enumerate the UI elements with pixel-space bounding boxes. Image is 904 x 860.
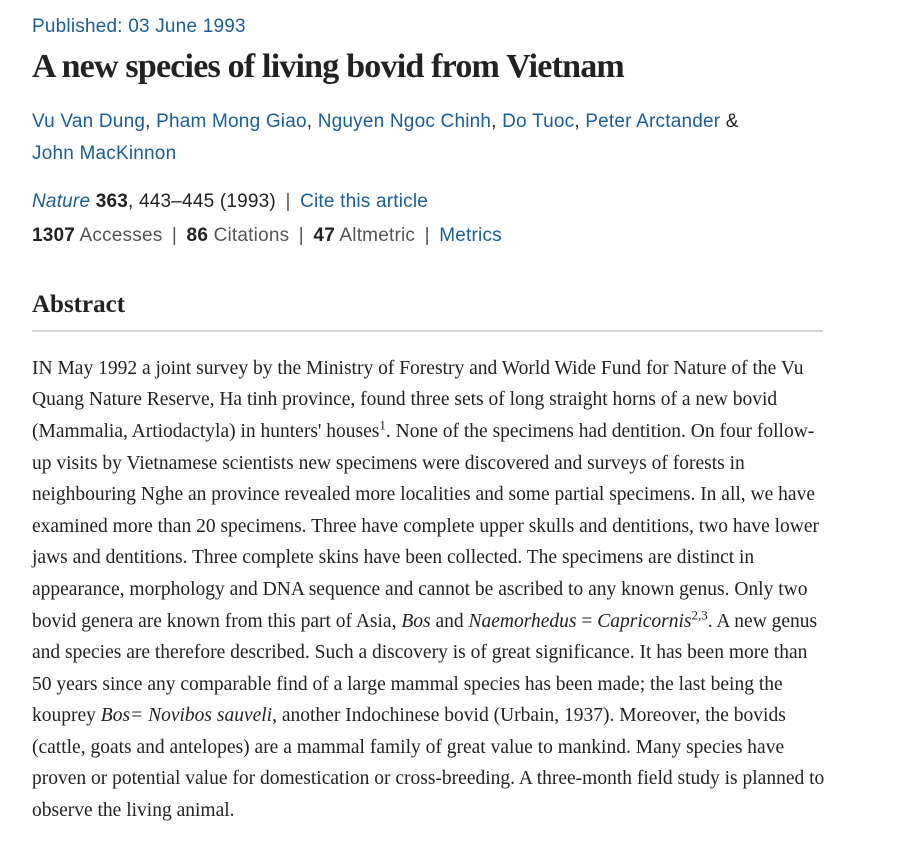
author-link[interactable]: Do Tuoc [502, 111, 575, 132]
altmetric-label: Altmetric [339, 225, 416, 246]
citations-count: 86 [186, 225, 209, 246]
author-link[interactable]: Nguyen Ngoc Chinh [317, 111, 492, 132]
divider: | [171, 225, 178, 246]
divider: | [285, 191, 291, 212]
metrics-link[interactable]: Metrics [439, 225, 502, 246]
divider: | [298, 225, 304, 246]
author-list: Vu Van Dung, Pham Mong Giao, Nguyen Ngoc Chinh, Do Tuoc, Peter Arctander & John MacKinnon [32, 111, 739, 164]
reference-superscript[interactable]: 2,3 [691, 607, 708, 622]
citation-line [32, 185, 872, 219]
altmetric-count: 47 [313, 225, 335, 246]
author-link[interactable]: John MacKinnon [32, 143, 177, 164]
metrics-line [32, 219, 872, 253]
author-link[interactable]: Vu Van Dung [32, 111, 146, 132]
accesses-count: 1307 [32, 225, 76, 246]
abstract-heading: Abstract [32, 290, 823, 332]
article-title: A new species of living bovid from Vietnam [32, 48, 624, 85]
reference-superscript[interactable]: 1 [379, 417, 386, 433]
published-date: Published: 03 June 1993 [32, 16, 246, 37]
citations-label: Citations [213, 225, 290, 246]
author-link[interactable]: Pham Mong Giao [156, 111, 307, 132]
author-ampersand: & [725, 111, 739, 132]
author-link[interactable]: Peter Arctander [585, 111, 721, 132]
volume: 363 [95, 191, 129, 212]
cite-article-link[interactable]: Cite this article [300, 191, 429, 212]
accesses-label: Accesses [79, 225, 163, 246]
divider: | [424, 225, 430, 246]
abstract-text: IN May 1992 a joint survey by the Ministry of Forestry and World Wide Fund for Nature of the Vu Quang Nature Reserve, Ha tinh province, found three sets of long straight horns of a new bovid (Mammalia, Artiodactyla) in hunters' houses$^1$. None of the specimens had dentition. On four follow-up visits by Vietnamese scientists new specimens were discovered and surveys of forests in neighbouring Nghe an province revealed more localities and some partial specimens. In all, we have examined more than 20 specimens. Three have complete upper skulls and dentitions, two have lower jaws and dentitions. Three complete skins have been collected. The specimens are distinct in appearance, morphology and DNA sequence and cannot be ascribed to any known genus. Only two bovid genera are known from this part of Asia, Bos and Naemorhedus = Capricornis$^{2,3}$. A new genus and species are therefore described. Such a discovery is of great significance. It has been more than 50 years since any comparable find of a large mammal species has been made; the last being the kouprey Bos= Novibos sauveli, another Indochinese bovid (Urbain, 1937). Moreover, the bovids (cattle, goats and antelopes) are a mammal family of great value to mankind. Many species have proven or potential value for domestication or cross-breeding. A three-month field study is planned to observe the living animal. [32, 357, 825, 822]
journal-name[interactable]: Nature [32, 191, 91, 212]
pages-year: , 443–445 (1993) [128, 191, 276, 212]
